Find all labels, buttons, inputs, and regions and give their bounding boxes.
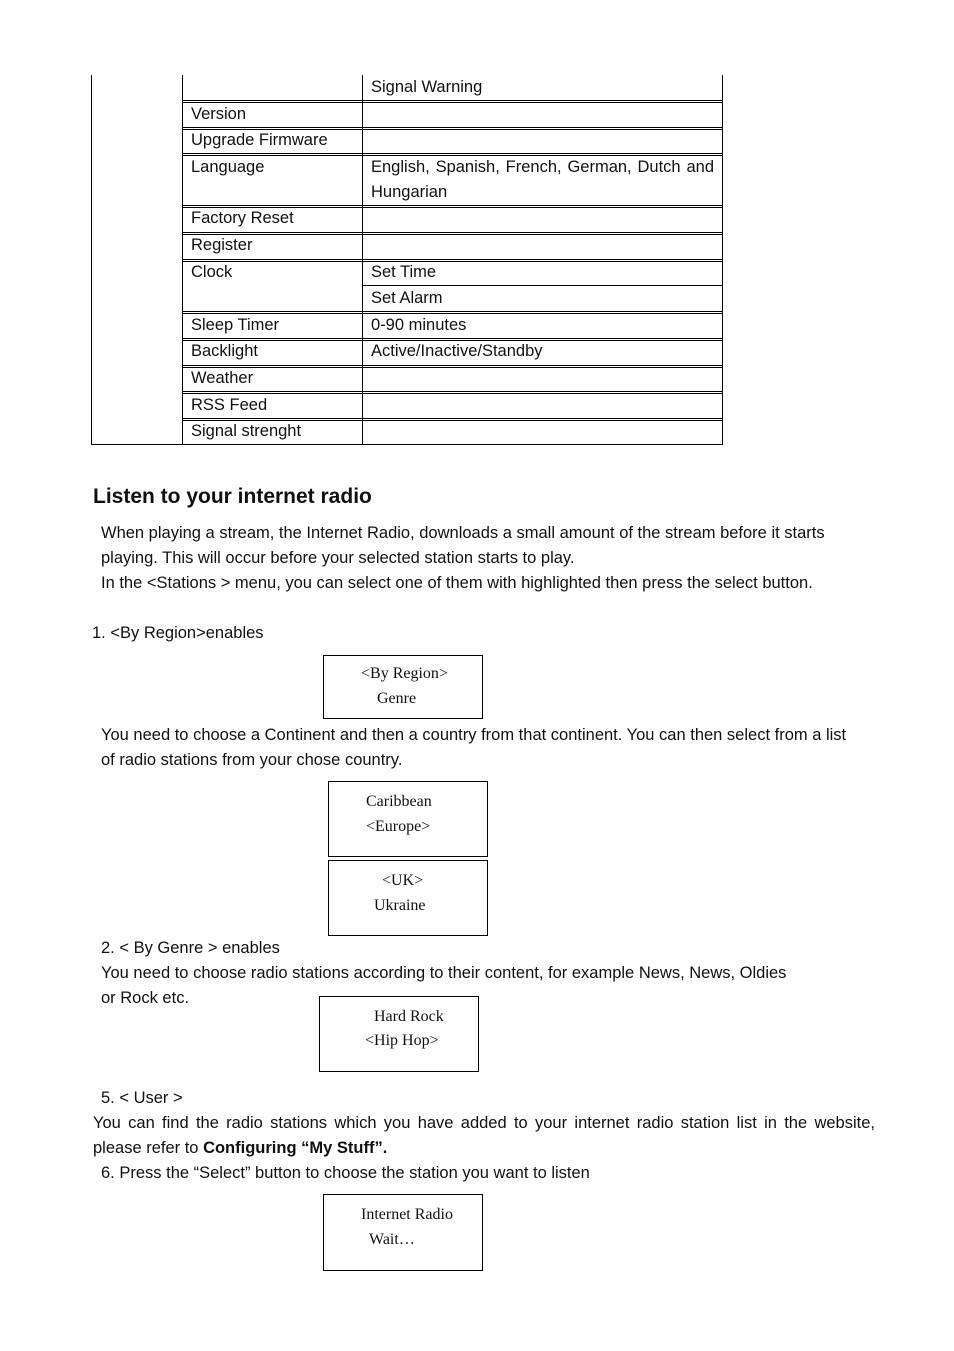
- table-cell-left: Backlight: [191, 342, 258, 360]
- paragraph-line: playing. This will occur before your selected station starts to play.: [101, 549, 575, 567]
- screen-line: Hard Rock: [374, 1008, 444, 1025]
- step-heading: 5. < User >: [101, 1089, 183, 1107]
- grid-line: [182, 311, 723, 312]
- grid-line: [182, 444, 723, 445]
- grid-line: [182, 153, 723, 154]
- grid-line: [182, 391, 723, 392]
- table-cell-right: Set Time: [371, 263, 437, 281]
- table-cell-right: Active/Inactive/Standby: [371, 342, 543, 360]
- paragraph-text: please refer to: [93, 1139, 204, 1157]
- table-cell-left: Weather: [191, 369, 254, 387]
- section-title: Listen to your internet radio: [93, 485, 372, 508]
- step-heading: 6. Press the “Select” button to choose the station you want to listen: [101, 1164, 590, 1182]
- step-heading: 2. < By Genre > enables: [101, 939, 280, 957]
- grid-line: [182, 367, 723, 368]
- paragraph-line: or Rock etc.: [101, 989, 190, 1007]
- grid-line: [182, 259, 723, 260]
- screen-line: Caribbean: [366, 793, 432, 810]
- radio-screen-genre: [319, 996, 479, 1072]
- config-reference: Configuring “My Stuff”.: [203, 1139, 388, 1157]
- paragraph-line: In the <Stations > menu, you can select one of them with highlighted then press the select button.: [101, 574, 813, 592]
- screen-line: Wait…: [369, 1231, 415, 1248]
- screen-line: <UK>: [382, 872, 424, 889]
- table-cell-left: Register: [191, 236, 253, 254]
- radio-screen-continent: [328, 781, 488, 857]
- table-cell-left: Sleep Timer: [191, 316, 280, 334]
- table-cell-right: Signal Warning: [371, 78, 483, 96]
- paragraph-line: You need to choose a Continent and then a country from that continent. You can then select from a list: [101, 726, 847, 744]
- table-cell-left: Version: [191, 105, 247, 123]
- screen-line: Internet Radio: [361, 1206, 453, 1223]
- grid-line: [362, 75, 363, 445]
- grid-line: [182, 261, 723, 262]
- table-cell-left: RSS Feed: [191, 396, 268, 414]
- screen-line: <By Region>: [361, 665, 448, 682]
- table-cell-right: 0-90 minutes: [371, 316, 467, 334]
- paragraph-line: When playing a stream, the Internet Radio, downloads a small amount of the stream before it starts: [101, 524, 825, 542]
- screen-line: <Europe>: [366, 818, 431, 835]
- screen-line: Genre: [377, 690, 417, 707]
- table-grid: [182, 75, 723, 445]
- grid-line: [182, 234, 723, 235]
- table-cell-left: Signal strenght: [191, 422, 302, 440]
- table-cell-right: Set Alarm: [371, 289, 443, 307]
- table-cell-left: Upgrade Firmware: [191, 131, 328, 149]
- grid-line: [182, 365, 723, 366]
- radio-screen-by-region: [323, 655, 483, 719]
- grid-line: [722, 75, 723, 445]
- radio-screen-loading: [323, 1194, 483, 1271]
- paragraph-line: of radio stations from your chose country.: [101, 751, 403, 769]
- table-outer-left-border: [91, 75, 92, 445]
- paragraph-line: [93, 1136, 387, 1161]
- paragraph-line: You can find the radio stations which you have added to your internet radio station list in the website,: [93, 1114, 875, 1132]
- radio-screen-country: [328, 860, 488, 936]
- table-cell-left: Factory Reset: [191, 209, 294, 227]
- table-cell-left: Clock: [191, 263, 233, 281]
- grid-line: [182, 75, 183, 445]
- screen-line: Ukraine: [374, 897, 426, 914]
- table-cell-right: English, Spanish, French, German, Dutch and Hungarian: [371, 158, 714, 201]
- grid-line: [182, 100, 723, 101]
- grid-line: [182, 232, 723, 233]
- step-heading: 1. <By Region>enables: [92, 624, 264, 642]
- screen-line: <Hip Hop>: [365, 1032, 439, 1049]
- paragraph-line: You need to choose radio stations according to their content, for example News, News, Oldies: [101, 964, 787, 982]
- table-cell-left: Language: [191, 158, 265, 176]
- table-outer-bottom-border: [91, 444, 182, 445]
- grid-line: [182, 102, 723, 103]
